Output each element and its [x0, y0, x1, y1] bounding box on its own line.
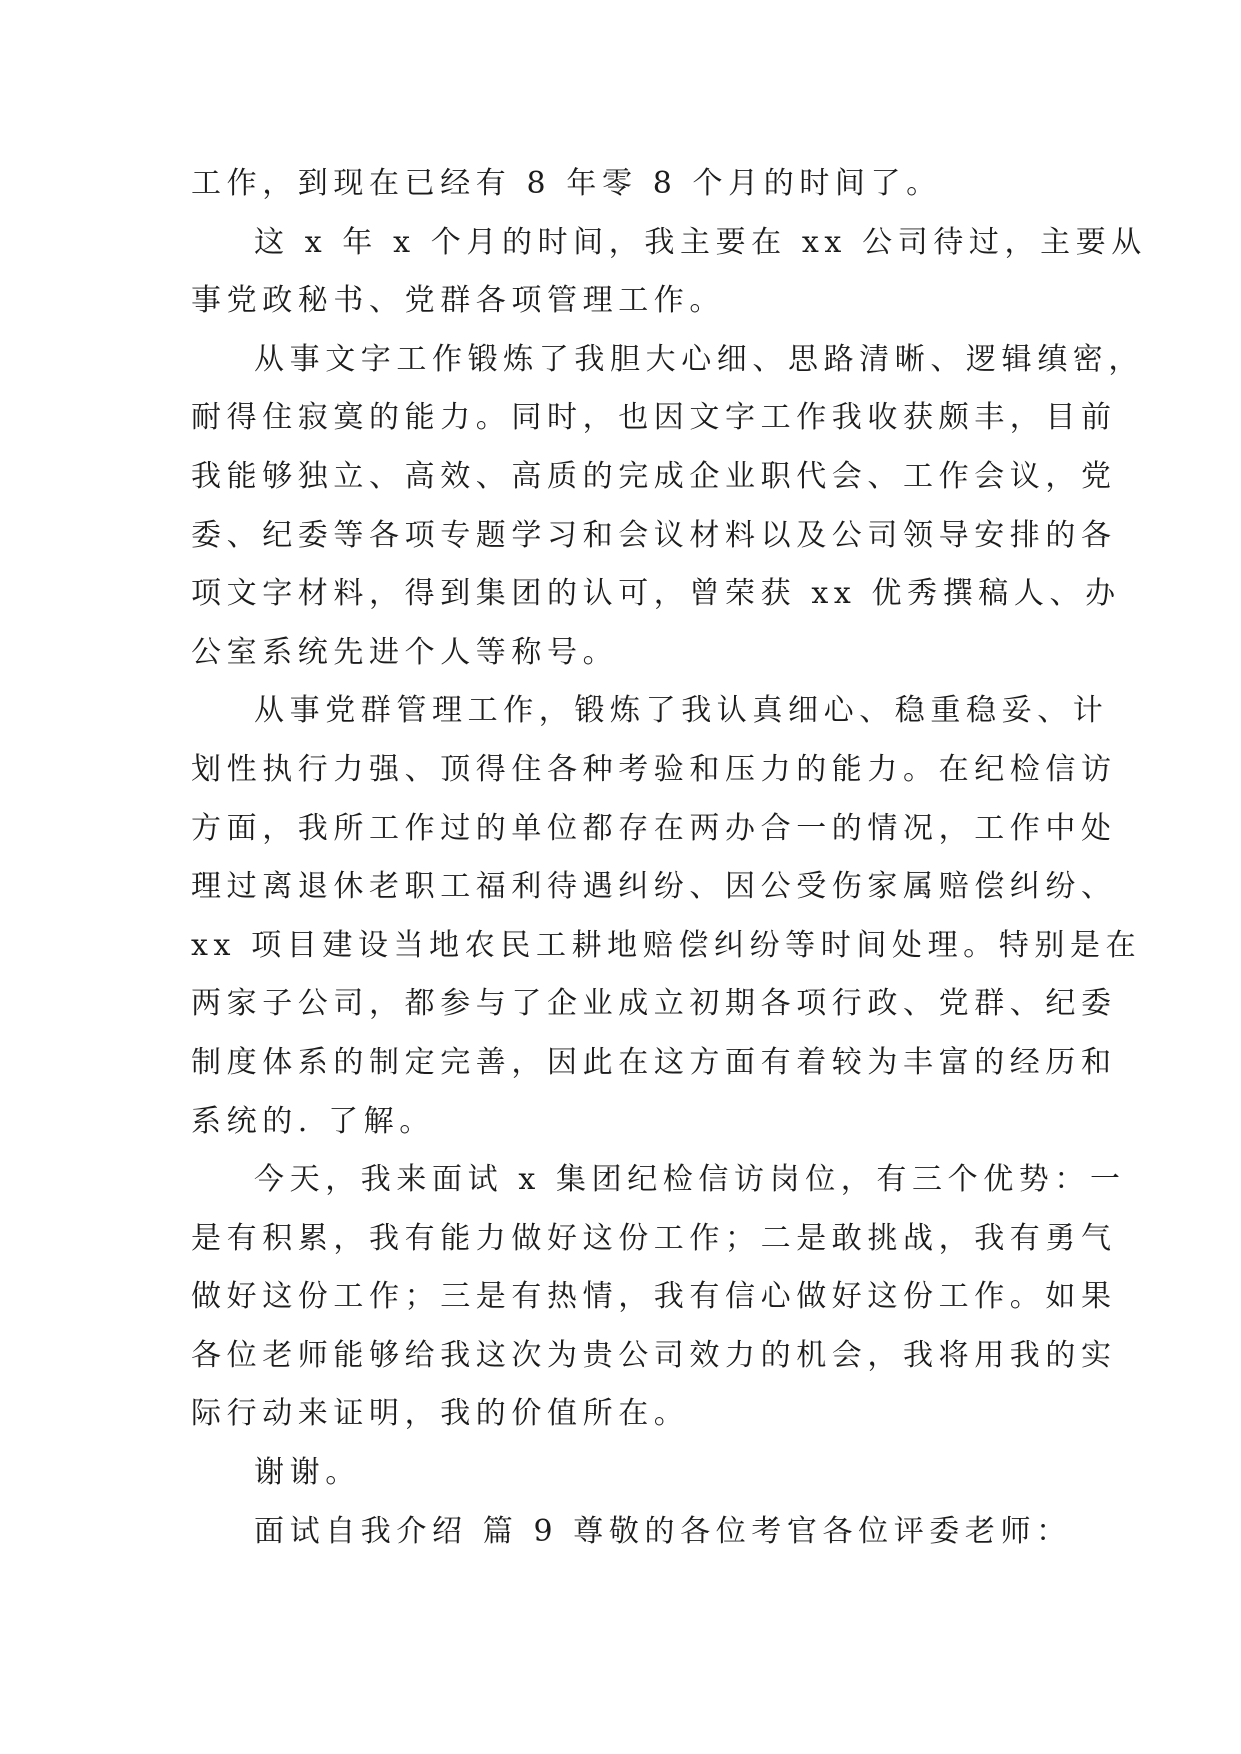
text-line-12: 方面，我所工作过的单位都存在两办合一的情况，工作中处 — [191, 810, 1117, 846]
text-line-3: 事党政秘书、党群各项管理工作。 — [191, 283, 725, 319]
text-line-23: 谢谢。 — [254, 1455, 361, 1491]
text-line-9: 公室系统先进个人等称号。 — [191, 634, 619, 670]
text-line-19: 是有积累，我有能力做好这份工作；二是敢挑战，我有勇气 — [191, 1220, 1117, 1256]
text-line-17: 系统的. 了解。 — [191, 1103, 435, 1139]
text-line-24: 面试自我介绍 篇 9 尊敬的各位考官各位评委老师： — [254, 1513, 1072, 1549]
text-line-18: 今天，我来面试 x 集团纪检信访岗位，有三个优势：一 — [254, 1162, 1126, 1198]
text-line-15: 两家子公司，都参与了企业成立初期各项行政、党群、纪委 — [191, 986, 1117, 1022]
text-line-4: 从事文字工作锻炼了我胆大心细、思路清晰、逻辑缜密， — [254, 341, 1144, 377]
text-line-7: 委、纪委等各项专题学习和会议材料以及公司领导安排的各 — [191, 517, 1117, 553]
text-line-16: 制度体系的制定完善，因此在这方面有着较为丰富的经历和 — [191, 1044, 1117, 1080]
text-line-1: 工作，到现在已经有 8 年零 8 个月的时间了。 — [191, 166, 942, 201]
text-line-8: 项文字材料，得到集团的认可，曾荣获 xx 优秀撰稿人、办 — [191, 576, 1121, 612]
text-line-14: xx 项目建设当地农民工耕地赔偿纠纷等时间处理。特别是在 — [191, 927, 1142, 963]
text-line-2: 这 x 年 x 个月的时间，我主要在 xx 公司待过，主要从 — [254, 224, 1147, 260]
text-line-20: 做好这份工作；三是有热情，我有信心做好这份工作。如果 — [191, 1279, 1117, 1315]
text-line-5: 耐得住寂寞的能力。同时，也因文字工作我收获颇丰，目前 — [191, 400, 1117, 436]
document-body — [191, 155, 1147, 1561]
text-line-6: 我能够独立、高效、高质的完成企业职代会、工作会议，党 — [191, 458, 1117, 494]
text-line-21: 各位老师能够给我这次为贵公司效力的机会，我将用我的实 — [191, 1337, 1117, 1373]
text-line-11: 划性执行力强、顶得住各种考验和压力的能力。在纪检信访 — [191, 751, 1117, 787]
text-line-22: 际行动来证明，我的价值所在。 — [191, 1396, 690, 1432]
text-line-10: 从事党群管理工作，锻炼了我认真细心、稳重稳妥、计 — [254, 693, 1109, 729]
text-line-13: 理过离退休老职工福利待遇纠纷、因公受伤家属赔偿纠纷、 — [191, 869, 1117, 905]
